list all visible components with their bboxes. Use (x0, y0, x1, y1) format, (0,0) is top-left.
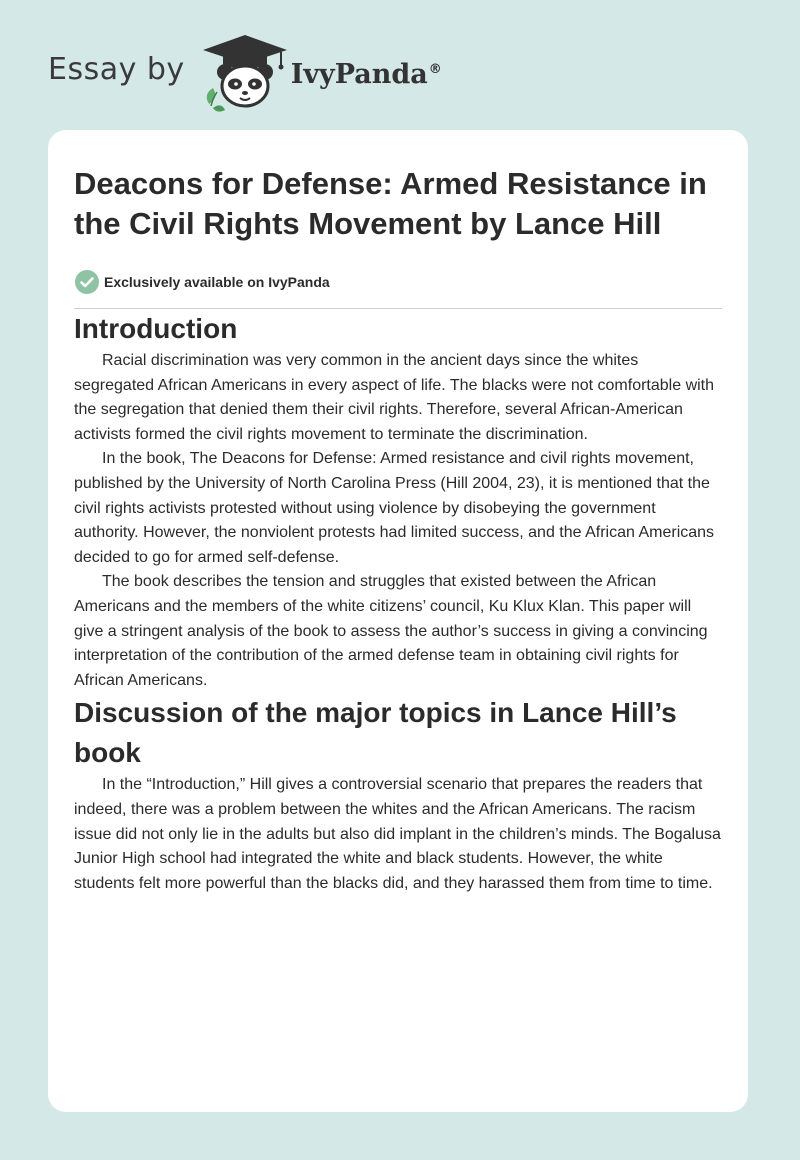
article-title: Deacons for Defense: Armed Resistance in the Civil Rights Movement by Lance Hill (74, 166, 707, 241)
panda-graduate-logo-icon (199, 32, 291, 112)
paragraph: Racial discrimination was very common in the ancient days since the whites segregated African Americans in every aspect of life. The blacks were not comfortable with the segregation that denied them their civil rights. Therefore, several African-American activists formed the civil rights movement to terminate the discrimination. (74, 352, 715, 443)
article-card (48, 130, 748, 1112)
section-heading-introduction: Introduction (74, 313, 238, 344)
paragraph: In the “Introduction,” Hill gives a controversial scenario that prepares the readers that indeed, there was a problem between the whites and the African Americans. The racism issue did not only lie in the adults but also did implant in the children’s minds. The Bogalusa Junior High school had integrated the white and black students. However, the white students felt more powerful than the blacks did, and they harassed them from time to time. (74, 776, 721, 892)
exclusive-badge (74, 269, 722, 295)
paragraph: In the book, The Deacons for Defense: Armed resistance and civil rights movement, published by the University of North Carolina Press (Hill 2004, 23), it is mentioned that the civil rights activists protested without using violence by disobeying the government authority. However, the nonviolent protests had limited success, and the African Americans decided to go for armed self-defense. (74, 450, 715, 566)
essay-by-label: Essay by (48, 51, 185, 87)
paragraph: The book describes the tension and struggles that existed between the African Americans and the members of the white citizens’ council, Ku Klux Klan. This paper will give a stringent analysis of the book to assess the author’s success in giving a convincing interpretation of the contribution of the armed defense team in obtaining civil rights for African Americans. (74, 573, 708, 689)
brand-header (48, 32, 442, 112)
check-circle-icon (74, 269, 100, 295)
brand-name: IvyPanda® (290, 58, 442, 90)
registered-mark: ® (428, 61, 442, 77)
exclusive-badge-label: Exclusively available on IvyPanda (104, 274, 330, 290)
section-heading-discussion: Discussion of the major topics in Lance Hill’s book (74, 697, 677, 769)
